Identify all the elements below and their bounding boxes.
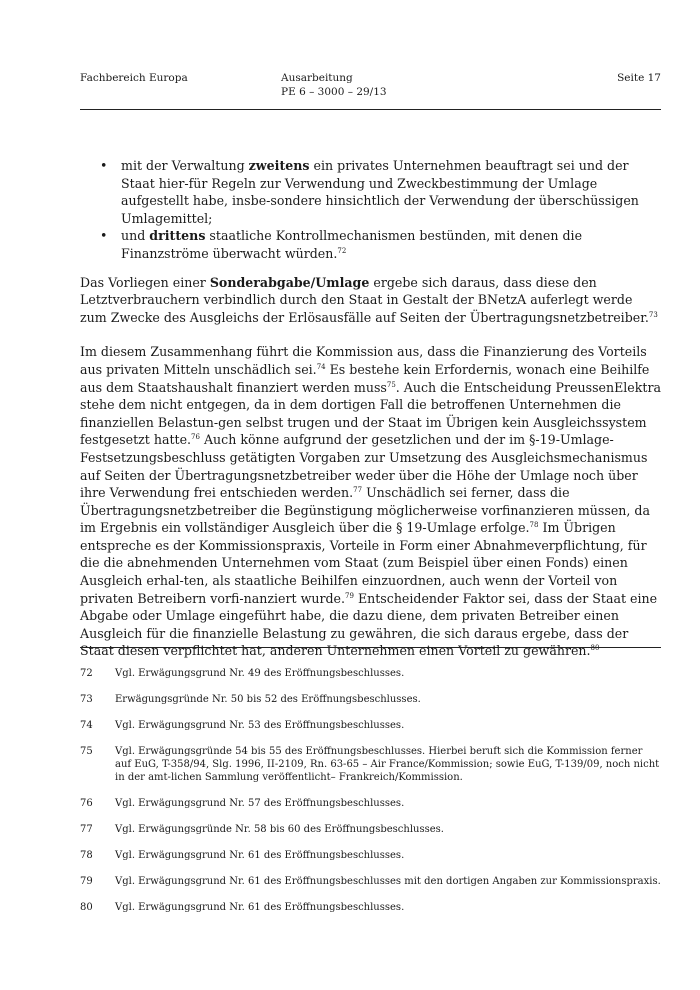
footnote-text: Erwägungsgründe Nr. 50 bis 52 des Eröffnungsbeschlusses.: [115, 693, 421, 705]
footnote-item: [80, 797, 661, 810]
item-text: staatliche Kontrollmechanismen bestünden, mit denen die Finanzströme überwacht würden.: [121, 228, 583, 261]
footnote-ref[interactable]: 75: [386, 380, 396, 389]
footnote-number: 75: [80, 745, 93, 757]
footnote-text: Vgl. Erwägungsgrund Nr. 61 des Eröffnungsbeschlusses mit den dortigen Angaben zur Kommissionspraxis.: [115, 875, 661, 887]
item-text: mit der Verwaltung: [121, 158, 249, 173]
footnote-number: 73: [80, 693, 93, 705]
para-text: Es bestehe kein Erfordernis, wonach eine Beihilfe aus dem Staatshaushalt finanziert werden muss: [80, 361, 650, 395]
footnote-ref[interactable]: 78: [529, 521, 539, 530]
item-emphasis: zweitens: [248, 158, 310, 173]
footnote-item: [80, 901, 661, 914]
footnote-ref[interactable]: 73: [648, 310, 658, 319]
footnote-number: 74: [80, 719, 93, 731]
footnote-item: [80, 667, 661, 680]
footnote-item: [80, 719, 661, 732]
footnote-text: Vgl. Erwägungsgrund Nr. 61 des Eröffnungsbeschlusses.: [115, 901, 405, 913]
para-text: Im Übrigen entspreche es der Kommissionspraxis, Vorteile in Form einer Abnahmeverpflichtung, für die die abnehmenden Unternehmen vom Staat (zum Beispiel über einen Fonds) einen Ausgleich erhal-ten, als staatliche Beihilfen einzuordnen, auch wenn der Vorteil von privaten Betreibern vorfi-nanziert wurde.: [80, 520, 647, 606]
footnote-item: [80, 745, 661, 785]
item-text: ein privates Unternehmen beauftragt sei und der Staat hier-für Regeln zur Verwendung und Zweckbestimmung der Umlage aufgestellt habe, insbe-sondere hinsichtlich der Verwendung der überschüssigen Umlagemittel;: [121, 158, 639, 226]
footnote-text: Vgl. Erwägungsgrund Nr. 61 des Eröffnungsbeschlusses.: [115, 849, 405, 861]
list-item: [80, 157, 661, 227]
paragraph-levy: [80, 274, 661, 327]
footnote-divider: [80, 647, 661, 648]
para-text: Auch könne aufgrund der gesetzlichen und der im §-19-Umlage-Festsetzungsbeschluss getätigten Vorgaben zur Umsetzung des Ausgleichsmechanismus auf Seiten der Übertragungsnetzbetreiber weder über die Höhe der Umlage noch über ihre Verwendung frei entschieden werden.: [80, 432, 648, 501]
footnote-text: Vgl. Erwägungsgrund Nr. 57 des Eröffnungsbeschlusses.: [115, 798, 405, 810]
bullet-icon: •: [100, 158, 108, 173]
footnotes: [80, 667, 661, 927]
item-text: und: [121, 228, 150, 244]
footnote-ref[interactable]: 74: [316, 362, 326, 371]
footnote-ref[interactable]: 77: [353, 485, 363, 494]
footnote-text: Vgl. Erwägungsgründe 54 bis 55 des Eröffnungsbeschlusses. Hierbei beruft sich die Kommission ferner auf EuG, T-358/94, Slg. 1996, II-2109, Rn. 63-65 – Air France/Kommission; sowie EuG, T-139/09, noch nicht in der amt-lichen Sammlung veröffentlicht– Frankreich/Kommission.: [115, 745, 660, 784]
para-emphasis: Sonderabgabe/Umlage: [209, 274, 370, 290]
footnote-item: [80, 875, 661, 888]
footnote-number: 77: [80, 824, 93, 836]
para-text: Im diesem Zusammenhang führt die Kommission aus, dass die Finanzierung des Vorteils aus privaten Mitteln unschädlich sei.: [80, 344, 647, 377]
footnote-text: Vgl. Erwägungsgrund Nr. 49 des Eröffnungsbeschlusses.: [115, 668, 405, 679]
header-doc-number: PE 6 – 3000 – 29/13: [281, 86, 387, 98]
footnote-number: 72: [80, 668, 93, 679]
footnote-item: [80, 849, 661, 862]
header-doc-type: Ausarbeitung: [281, 72, 353, 84]
footnote-text: Vgl. Erwägungsgrund Nr. 53 des Eröffnungsbeschlusses.: [115, 719, 405, 731]
header-page-number: Seite 17: [617, 72, 661, 84]
bullet-icon: •: [100, 228, 108, 244]
para-text: . Auch die Entscheidung PreussenElektra stehe dem nicht entgegen, da in dem dortigen Fall die betroffenen Unternehmen die finanziellen Belastun-gen selbst trugen und der Staat im Übrigen kein Ausgleichssystem festgesetzt hatte.: [80, 379, 661, 448]
footnote-number: 80: [80, 901, 93, 913]
footnote-number: 78: [80, 849, 93, 861]
footnote-number: 79: [80, 875, 93, 887]
footnote-item: [80, 693, 661, 706]
header-department: Fachbereich Europa: [80, 72, 188, 84]
footnote-ref[interactable]: 76: [191, 433, 200, 442]
para-text: ergebe sich daraus, dass diese den Letztverbrauchern verbindlich durch den Staat in Gestalt der BNetzA auferlegt werde zum Zwecke des Ausgleichs der Erlösausfälle auf Seiten der Übertragungsnetzbetreiber.: [80, 274, 649, 325]
paragraph-commission: [80, 343, 661, 660]
footnote-item: [80, 823, 661, 836]
page-header: [80, 71, 661, 107]
footnote-ref[interactable]: 80: [590, 644, 600, 653]
list-item: [80, 227, 661, 262]
item-emphasis: drittens: [149, 228, 206, 244]
main-content: [80, 157, 661, 677]
header-divider: [80, 109, 661, 110]
para-text: Entscheidender Faktor sei, dass der Staat eine Abgabe oder Umlage eingeführt habe, die dazu diene, dem privaten Betreiber einen Ausgleich für die finanzielle Belastung zu gewähren, die sich daraus ergebe, dass der Staat diesen verpflichtet hat, anderen Unternehmen einen Vorteil zu gewähren.: [80, 590, 658, 659]
footnote-text: Vgl. Erwägungsgründe Nr. 58 bis 60 des Eröffnungsbeschlusses.: [115, 824, 444, 836]
footnote-ref[interactable]: 72: [337, 246, 347, 255]
para-text: Unschädlich sei ferner, dass die Übertragungsnetzbetreiber die Begünstigung möglicherweise vorfinanzieren müssen, da im Ergebnis ein vollständiger Ausgleich über die § 19-Umlage erfolge.: [80, 485, 650, 536]
footnote-number: 76: [80, 798, 93, 810]
para-text: Das Vorliegen einer: [80, 274, 210, 290]
criteria-list: [80, 157, 661, 263]
header-document-info: [281, 71, 387, 99]
footnote-ref[interactable]: 79: [345, 591, 354, 600]
